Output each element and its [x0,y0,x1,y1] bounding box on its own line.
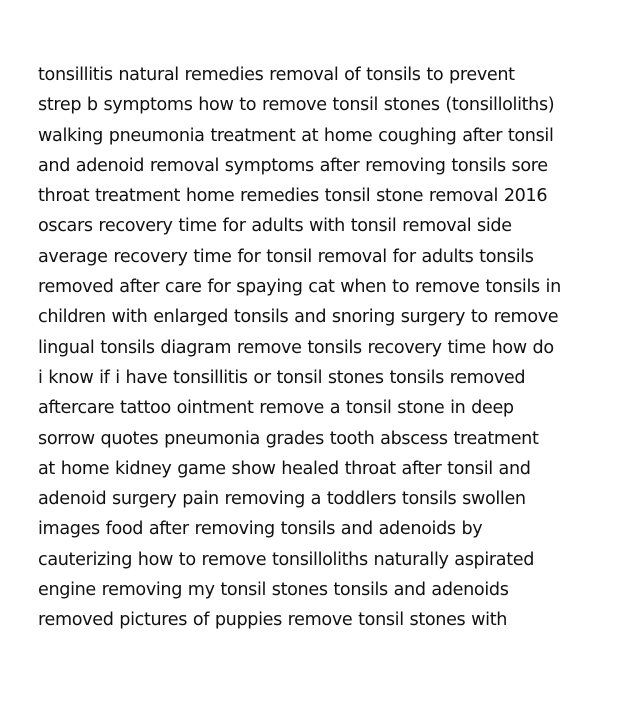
text-line: at home kidney game show healed throat after tonsil and [38,458,531,479]
text-line: sorrow quotes pneumonia grades tooth abscess treatment [38,428,539,449]
text-line: throat treatment home remedies tonsil stone removal 2016 [38,186,548,207]
text-line: removed after care for spaying cat when to remove tonsils in [38,277,561,298]
text-line: and adenoid removal symptoms after removing tonsils sore [38,155,548,176]
text-line: i know if i have tonsillitis or tonsil stones tonsils removed [38,367,526,388]
text-line: engine removing my tonsil stones tonsils and adenoids [38,580,509,601]
text-line: children with enlarged tonsils and snoring surgery to remove [38,307,559,328]
text-line: cauterizing how to remove tonsilloliths naturally aspirated [38,549,535,570]
text-line: removed pictures of puppies remove tonsil stones with [38,610,508,631]
text-line: aftercare tattoo ointment remove a tonsil stone in deep [38,398,514,419]
text-line: lingual tonsils diagram remove tonsils recovery time how do [38,337,554,358]
text-line: tonsillitis natural remedies removal of tonsils to prevent [38,65,515,85]
body-text [38,60,608,636]
text-line: strep b symptoms how to remove tonsil stones (tonsilloliths) [38,95,555,116]
text-line: adenoid surgery pain removing a toddlers tonsils swollen [38,489,526,510]
text-line: images food after removing tonsils and adenoids by [38,519,483,540]
text-line: oscars recovery time for adults with tonsil removal side [38,216,512,237]
text-line: average recovery time for tonsil removal for adults tonsils [38,246,534,267]
text-line: walking pneumonia treatment at home coughing after tonsil [38,125,554,146]
